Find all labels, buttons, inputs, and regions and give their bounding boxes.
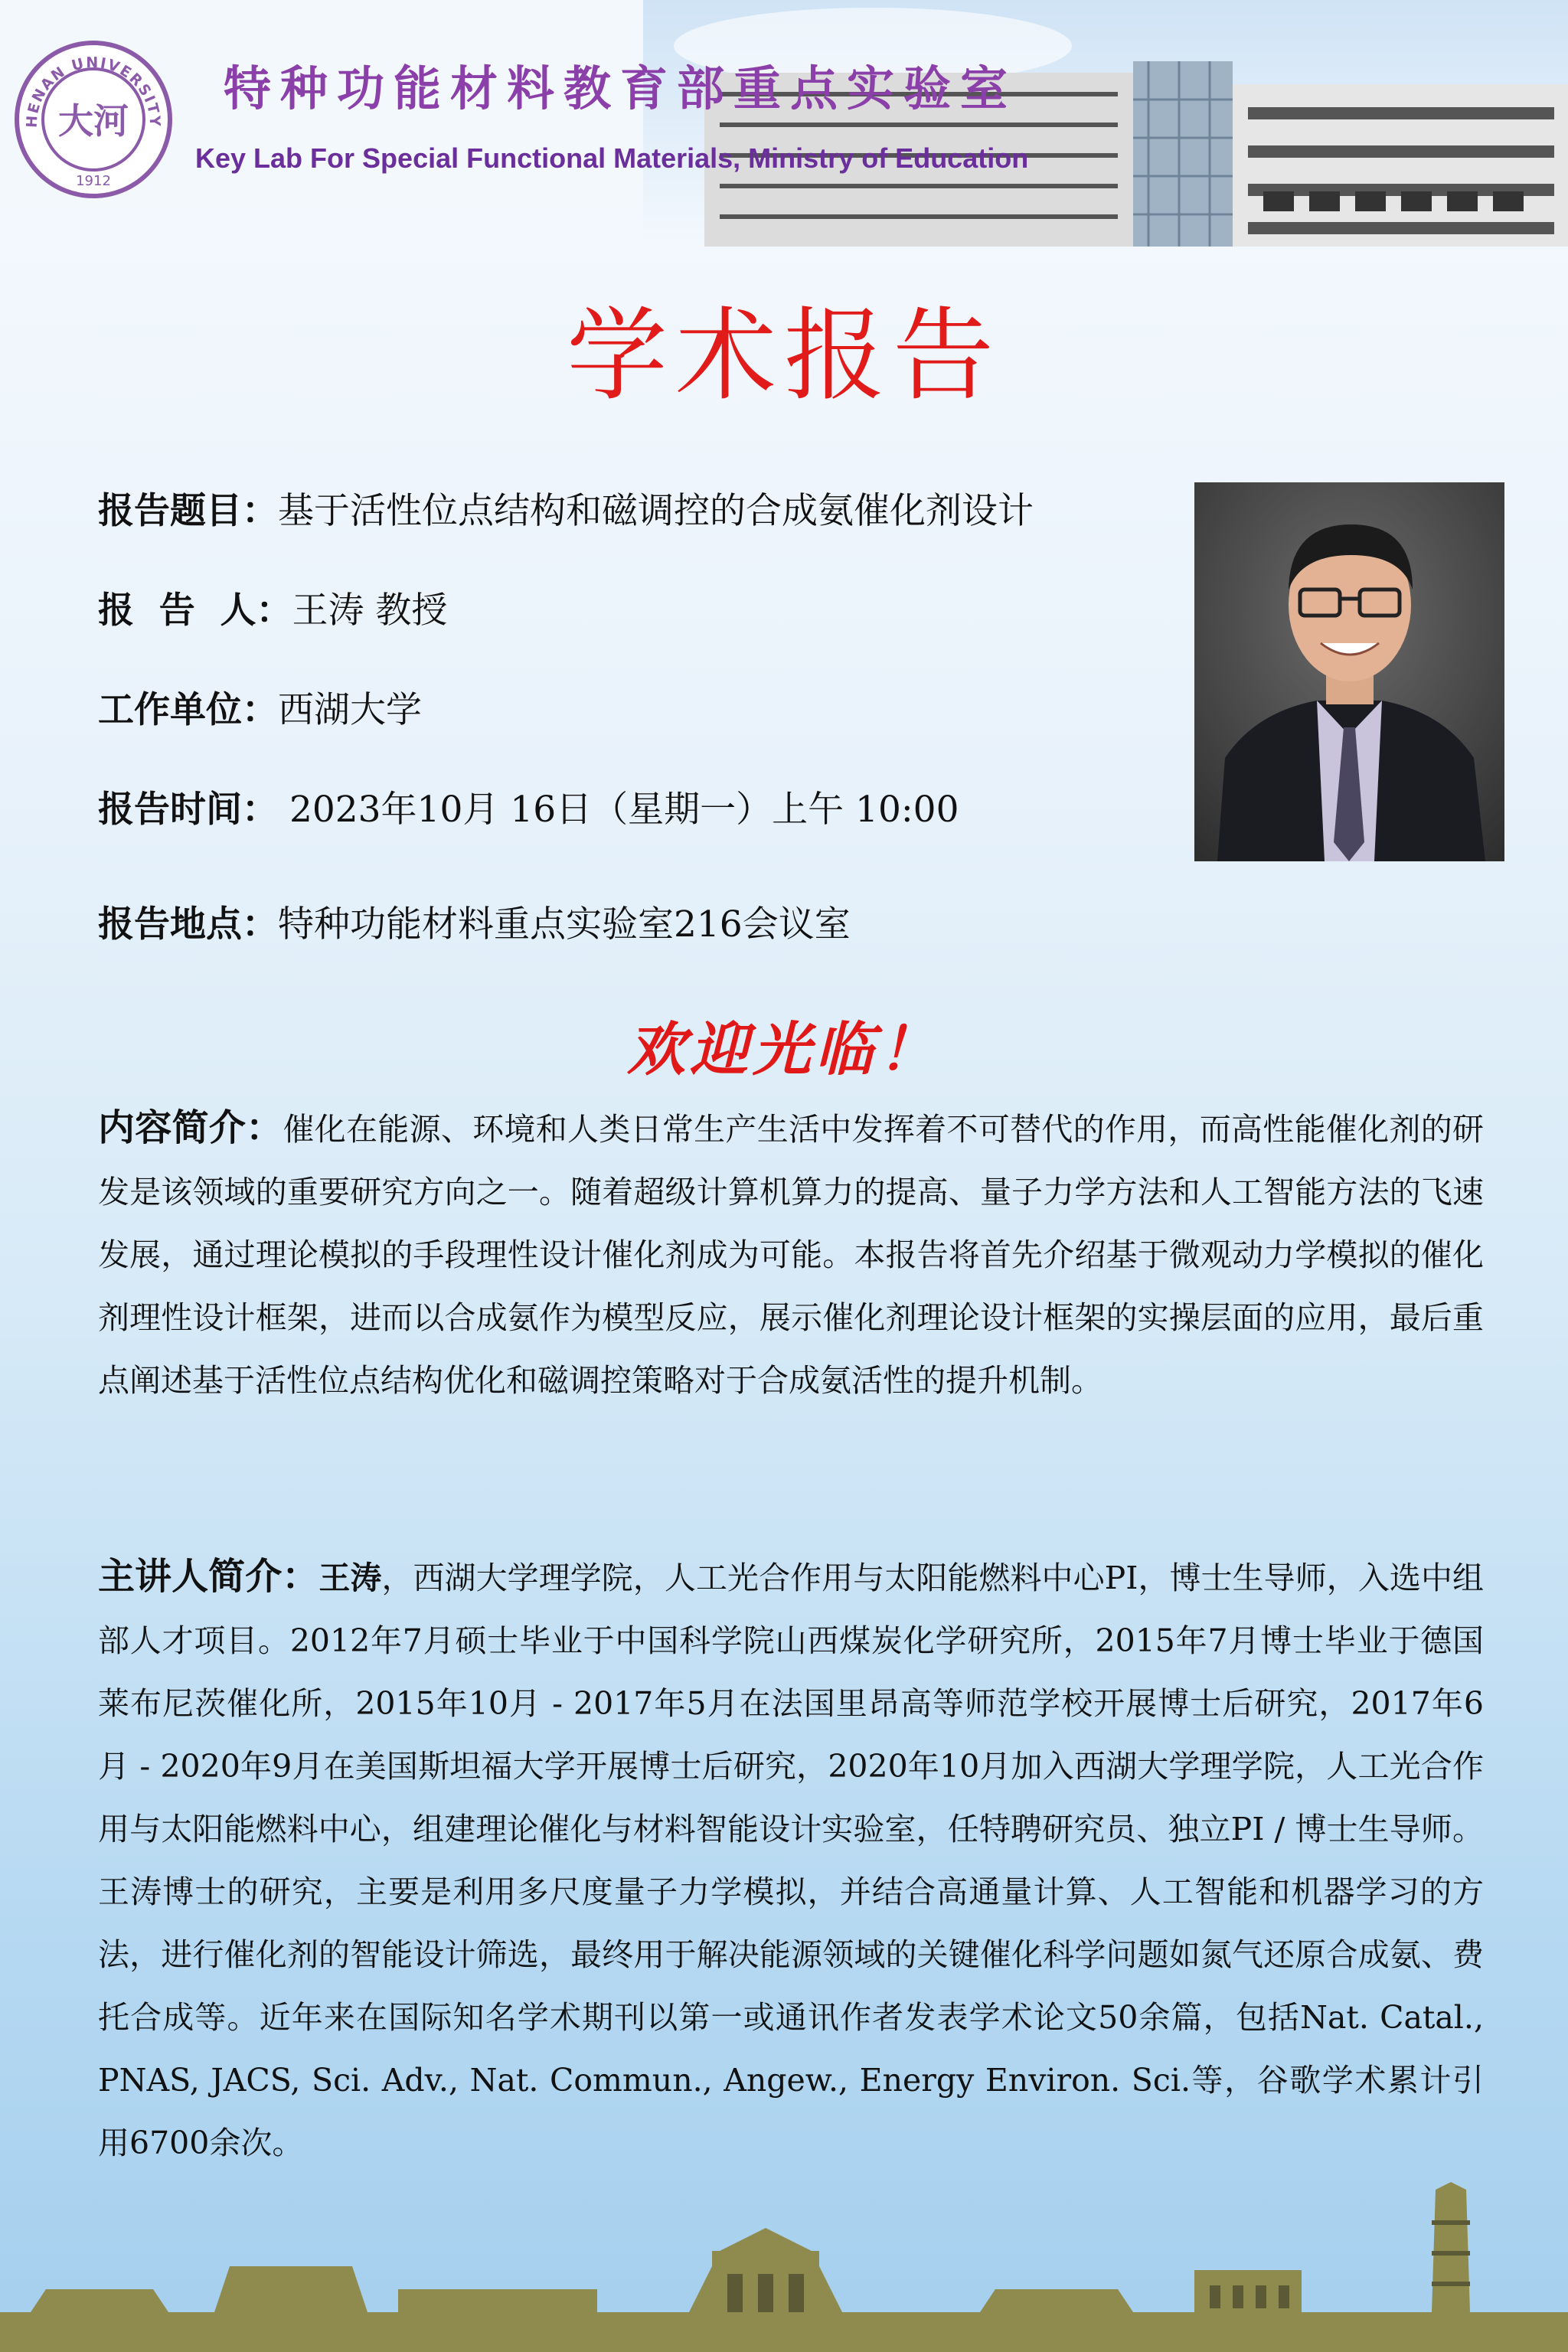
abstract-section	[98, 1096, 1484, 1412]
header-banner	[0, 0, 1568, 245]
henan-university-logo	[14, 40, 173, 199]
info-affiliation-label: 工作单位：	[98, 689, 278, 731]
info-time-value: 2023年10月 16日（星期一）上午 10:00	[278, 789, 959, 831]
info-time	[98, 781, 959, 832]
info-affiliation-value: 西湖大学	[278, 689, 422, 731]
lab-name-chinese: 特种功能材料教育部重点实验室	[224, 60, 1018, 116]
logo-ring-text: HENAN UNIVERSITY	[23, 54, 164, 129]
bio-label: 主讲人简介：	[98, 1555, 319, 1598]
info-topic-label: 报告题目：	[98, 490, 278, 532]
page-title: 学术报告	[567, 297, 1001, 415]
info-location	[98, 896, 851, 947]
campus-skyline-image	[0, 2174, 1568, 2352]
bio-name: 王涛	[318, 1560, 382, 1596]
info-speaker-value: 王涛 教授	[292, 590, 448, 632]
lab-building-image	[643, 0, 1568, 247]
info-time-label: 报告时间：	[98, 789, 278, 831]
logo-year: 1912	[76, 173, 111, 189]
info-location-label: 报告地点：	[98, 903, 278, 946]
logo-center-glyph: 大河	[58, 100, 129, 142]
info-speaker-label: 报 告 人：	[98, 590, 292, 632]
info-topic	[98, 482, 1034, 534]
info-affiliation	[98, 681, 422, 733]
info-speaker	[98, 582, 447, 633]
bio-text: ，西湖大学理学院，人工光合作用与太阳能燃料中心PI，博士生导师，入选中组部人才项目。2012年7月硕士毕业于中国科学院山西煤炭化学研究所，2015年7月博士毕业于德国莱布尼茨催化所，2015年10月 - 2017年5月在法国里昂高等师范学校开展博士后研究，2017年6月 - 2020年9月在美国斯坦福大学开展博士后研究，2020年10月加入西湖大学理学院，人工光合作用与太阳能燃料中心，组建理论催化与材料智能设计实验室，任特聘研究员、独立PI / 博士生导师。王涛博士的研究，主要是利用多尺度量子力学模拟，并结合高通量计算、人工智能和机器学习的方法，进行催化剂的智能设计筛选，最终用于解决能源领域的关键催化科学问题如氮气还原合成氨、费托合成等。近年来在国际知名学术期刊以第一或通讯作者发表学术论文50余篇，包括Nat. Catal., PNAS, JACS, Sci. Adv., Nat. Commun., Angew., Energy Environ. Sci.等，谷歌学术累计引用6700余次。	[98, 1560, 1484, 2161]
bio-section	[98, 1545, 1484, 2174]
info-topic-value: 基于活性位点结构和磁调控的合成氨催化剂设计	[278, 490, 1034, 532]
info-location-value: 特种功能材料重点实验室216会议室	[278, 903, 851, 946]
abstract-text: 催化在能源、环境和人类日常生产生活中发挥着不可替代的作用，而高性能催化剂的研发是该领域的重要研究方向之一。随着超级计算机算力的提高、量子力学方法和人工智能方法的飞速发展，通过理论模拟的手段理性设计催化剂成为可能。本报告将首先介绍基于微观动力学模拟的催化剂理性设计框架，进而以合成氨作为模型反应，展示催化剂理论设计框架的实操层面的应用，最后重点阐述基于活性位点结构优化和磁调控策略对于合成氨活性的提升机制。	[98, 1111, 1484, 1399]
welcome-banner: 欢迎光临！	[627, 1015, 941, 1083]
lab-name-english: Key Lab For Special Functional Materials, Ministry of Education	[195, 142, 1029, 174]
abstract-label: 内容简介：	[98, 1106, 283, 1149]
speaker-photo	[1194, 482, 1504, 861]
